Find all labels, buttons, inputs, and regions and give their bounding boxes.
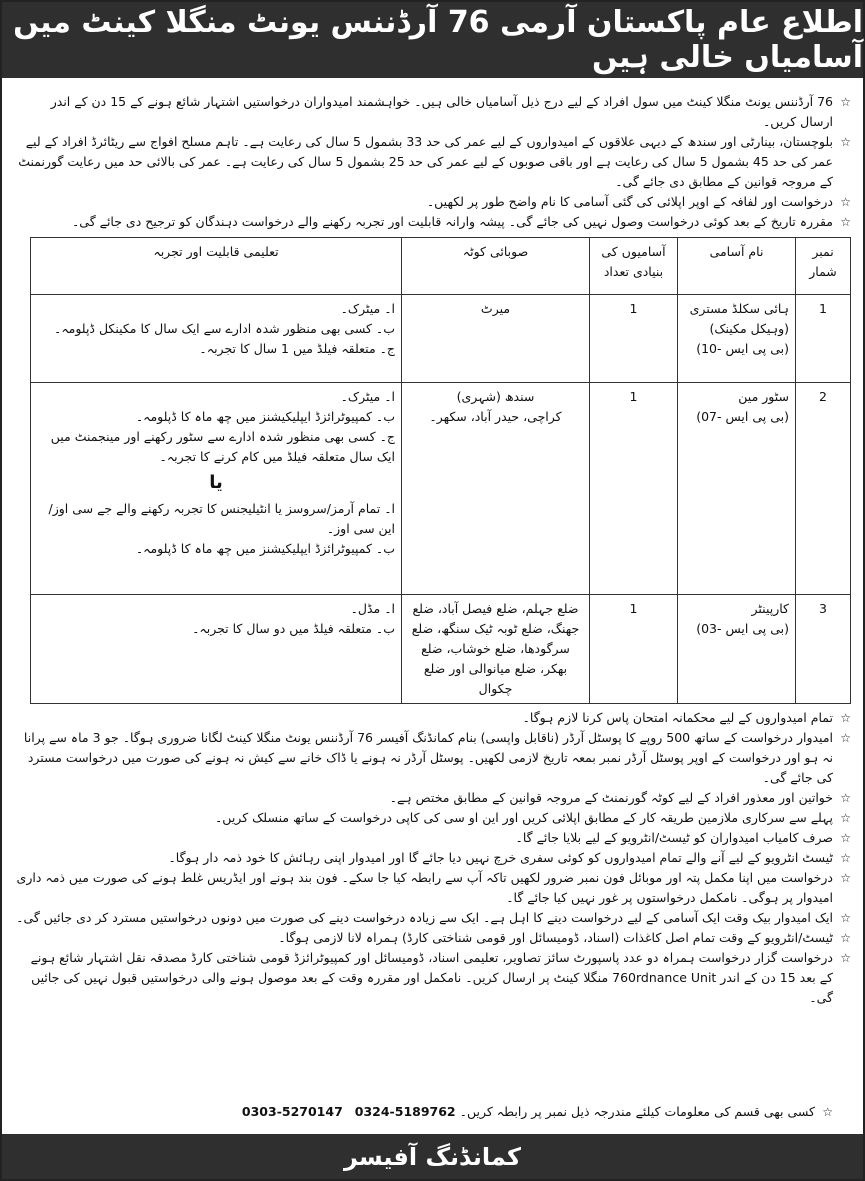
star-icon: ☆ (840, 731, 851, 745)
star-icon: ☆ (840, 95, 851, 109)
table-row (31, 295, 851, 383)
note-item: ☆ امیدوار درخواست کے ساتھ 500 روپے کا پوسٹل آرڈر (ناقابل واپسی) بنام کمانڈنگ آفیسر 76 آرڈننس یونٹ منگلا کینٹ لگانا ضروری ہوگا۔ جو 3 ماہ سے پرانا نہ ہو اور درخواست کے اوپر پوسٹل آرڈر نمبر بمعہ تاریخ لازمی لکھیں۔ پوسٹل آرڈر نہ ہونے یا ڈاک خانے سے کیش نہ ہونے کی صورت میں درخواست مسترد کی جائے گی۔ (23, 730, 851, 785)
note-item: ☆ ٹیسٹ انٹرویو کے لیے آنے والے تمام امیدواروں کو کوئی سفری خرچ نہیں دیا جائے گا اور امیدوار اپنی رہائش کا خود ذمہ دار ہوگا۔ (14, 848, 851, 868)
header-region: صوبائی کوٹہ (402, 238, 590, 295)
star-icon: ☆ (840, 871, 851, 885)
region-cell: میرٹ (402, 295, 590, 383)
intro-item: ☆ 76 آرڈننس یونٹ منگلا کینٹ میں سول افراد کے لیے درج ذیل آسامیاں خالی ہیں۔ خواہشمند امیدواران درخواستیں اشتہار شائع ہونے کے 15 دن کے اندر ارسال کریں۔ (50, 94, 851, 129)
star-icon: ☆ (840, 215, 851, 229)
note-item: ☆ پہلے سے سرکاری ملازمین طریقہ کار کے مطابق اپلائی کریں اور این او سی کی کاپی درخواست کے ساتھ منسلک کریں۔ (14, 808, 851, 828)
qualification-cell: ا۔ میٹرک۔ ب۔ کمپیوٹرائزڈ ایپلیکیشنز میں چھ ماہ کا ڈپلومہ۔ ج۔ کسی بھی منظور شدہ ادارے سے سٹور رکھنے اور مینجمنٹ میں ایک سال متعلقہ فیلڈ میں کام کرنے کا تجربہ۔ یا ا۔ تمام آرمز/سروسز یا انٹیلیجنس کا تجربہ رکھنے والے جے سی اوز/این سی اوز۔ ب۔ کمپیوٹرائزڈ ایپلیکیشنز میں چھ ماہ کا ڈپلومہ۔ (31, 383, 402, 595)
phone-number: 0324-5189762 (354, 1104, 456, 1119)
count-cell: 1 (590, 383, 678, 595)
note-item: ☆ خواتین اور معذور افراد کے لیے کوٹہ گورنمنٹ کے مروجہ قوانین کے مطابق مختص ہے۔ (14, 788, 851, 808)
table-row (31, 383, 851, 595)
header-serial: نمبر شمار (796, 238, 851, 295)
star-icon: ☆ (840, 951, 851, 965)
header-qualification: تعلیمی قابلیت اور تجربہ (31, 238, 402, 295)
note-item: ☆ ایک امیدوار بیک وقت ایک آسامی کے لیے درخواست دینے کا اہل ہے۔ ایک سے زیادہ درخواست دینے کی صورت میں دونوں درخواستیں مسترد کر دی جائیں گی۔ (14, 908, 851, 928)
star-icon: ☆ (840, 911, 851, 925)
intro-item: ☆ درخواست اور لفافہ کے اوپر اپلائی کی گئی آسامی کا نام واضح طور پر لکھیں۔ (14, 192, 851, 212)
star-icon: ☆ (840, 931, 851, 945)
count-cell: 1 (590, 595, 678, 704)
intro-item: ☆ بلوچستان، بینارٹی اور سندھ کے دیہی علاقوں کے امیدواروں کے لیے عمر کی حد 33 بشمول 5 سال کی رعایت ہے۔ تاہم مسلح افواج سے ریٹائرڈ افراد کے لیے عمر کی حد 45 بشمول 5 سال کی رعایت ہے اور باقی صوبوں کے لیے عمر کی حد 25 بشمول 5 سال کی رعایت ہے۔ عمر کی بالائی حد میں رعایت گورنمنٹ کے مروجہ قوانین کے مطابق دی جائے گی۔ (18, 134, 851, 189)
region-cell: سندھ (شہری) کراچی، حیدر آباد، سکھر۔ (402, 383, 590, 595)
note-item: ☆ تمام امیدواروں کے لیے محکمانہ امتحان پاس کرنا لازم ہوگا۔ (14, 708, 851, 728)
qualification-cell: ا۔ مڈل۔ ب۔ متعلقہ فیلڈ میں دو سال کا تجربہ۔ (31, 595, 402, 704)
serial-cell: 1 (796, 295, 851, 383)
advertisement-footer (2, 1134, 863, 1179)
post-cell: کارپینٹر (بی پی ایس -03) (678, 595, 796, 704)
star-icon: ☆ (840, 135, 851, 149)
post-cell: ہائی سکلڈ مستری (وہیکل مکینک) (بی پی ایس -10) (678, 295, 796, 383)
serial-cell: 3 (796, 595, 851, 704)
serial-cell: 2 (796, 383, 851, 595)
intro-item: ☆ مقررہ تاریخ کے بعد کوئی درخواست وصول نہیں کی جائے گی۔ پیشہ وارانہ قابلیت اور تجربہ رکھنے والے درخواست دہندگان کو ترجیح دی جائے گی۔ (14, 212, 851, 232)
header-count: آسامیوں کی بنیادی تعداد (590, 238, 678, 295)
header-post: نام آسامی (678, 238, 796, 295)
star-icon: ☆ (840, 195, 851, 209)
table-header-row (31, 238, 851, 295)
star-icon: ☆ (822, 1105, 833, 1119)
star-icon: ☆ (840, 711, 851, 725)
star-icon: ☆ (840, 851, 851, 865)
count-cell: 1 (590, 295, 678, 383)
advertisement-title: اطلاع عام پاکستان آرمی 76 آرڈننس یونٹ منگلا کینٹ میں آسامیاں خالی ہیں (13, 5, 863, 75)
phone-number: 0303-5270147 (241, 1104, 343, 1119)
contact-section (14, 1102, 833, 1122)
table-row (31, 595, 851, 704)
note-item: ☆ درخواست گزار درخواست ہمراہ دو عدد پاسپورٹ سائز تصاویر، تعلیمی اسناد، ڈومیسائل اور کمپیوٹرائزڈ قومی شناختی کارڈ مصدقہ نقل اشتہار شائع ہونے کے بعد 15 دن کے اندر 760rdnance Unit منگلا کینٹ پر ارسال کریں۔ نامکمل اور مقررہ وقت کے بعد موصول ہونے والی درخواستیں قبول نہیں کی جائیں گی۔ (30, 950, 851, 1005)
qualification-cell: ا۔ میٹرک۔ ب۔ کسی بھی منظور شدہ ادارے سے ایک سال کا مکینکل ڈپلومہ۔ ج۔ متعلقہ فیلڈ میں 1 سال کا تجربہ۔ (31, 295, 402, 383)
note-item: ☆ ٹیسٹ/انٹرویو کے وقت تمام اصل کاغذات (اسناد، ڈومیسائل اور قومی شناختی کارڈ) ہمراہ لانا لازمی ہوگا۔ (14, 928, 851, 948)
contact-text: کسی بھی قسم کی معلومات کیلئے مندرجہ ذیل نمبر پر رابطہ کریں۔ (459, 1104, 815, 1119)
note-item: ☆ صرف کامیاب امیدواران کو ٹیسٹ/انٹرویو کے لیے بلایا جائے گا۔ (14, 828, 851, 848)
star-icon: ☆ (840, 791, 851, 805)
contact-item (14, 1102, 833, 1122)
notes-section (14, 708, 851, 1008)
star-icon: ☆ (840, 831, 851, 845)
star-icon: ☆ (840, 811, 851, 825)
signature-title: کمانڈنگ آفیسر (344, 1142, 521, 1171)
post-cell: سٹور مین (بی پی ایس -07) (678, 383, 796, 595)
advertisement-header (2, 2, 863, 78)
note-item: ☆ درخواست میں اپنا مکمل پتہ اور موبائل فون نمبر ضرور لکھیں تاکہ آپ سے رابطہ کیا جا سکے۔ فون بند ہونے اور ایڈریس غلط ہونے کی صورت میں ذمہ داری امیدوار پر ہوگی۔ نامکمل درخواستوں پر غور نہیں کیا جائے گا۔ (16, 870, 851, 905)
intro-section (14, 92, 851, 232)
vacancies-table (30, 237, 851, 704)
or-separator: یا (209, 472, 223, 493)
region-cell: ضلع جہلم، ضلع فیصل آباد، ضلع جھنگ، ضلع ٹوبہ ٹیک سنگھ، ضلع سرگودھا، ضلع خوشاب، ضلع بھکر، ضلع میانوالی اور ضلع چکوال (402, 595, 590, 704)
